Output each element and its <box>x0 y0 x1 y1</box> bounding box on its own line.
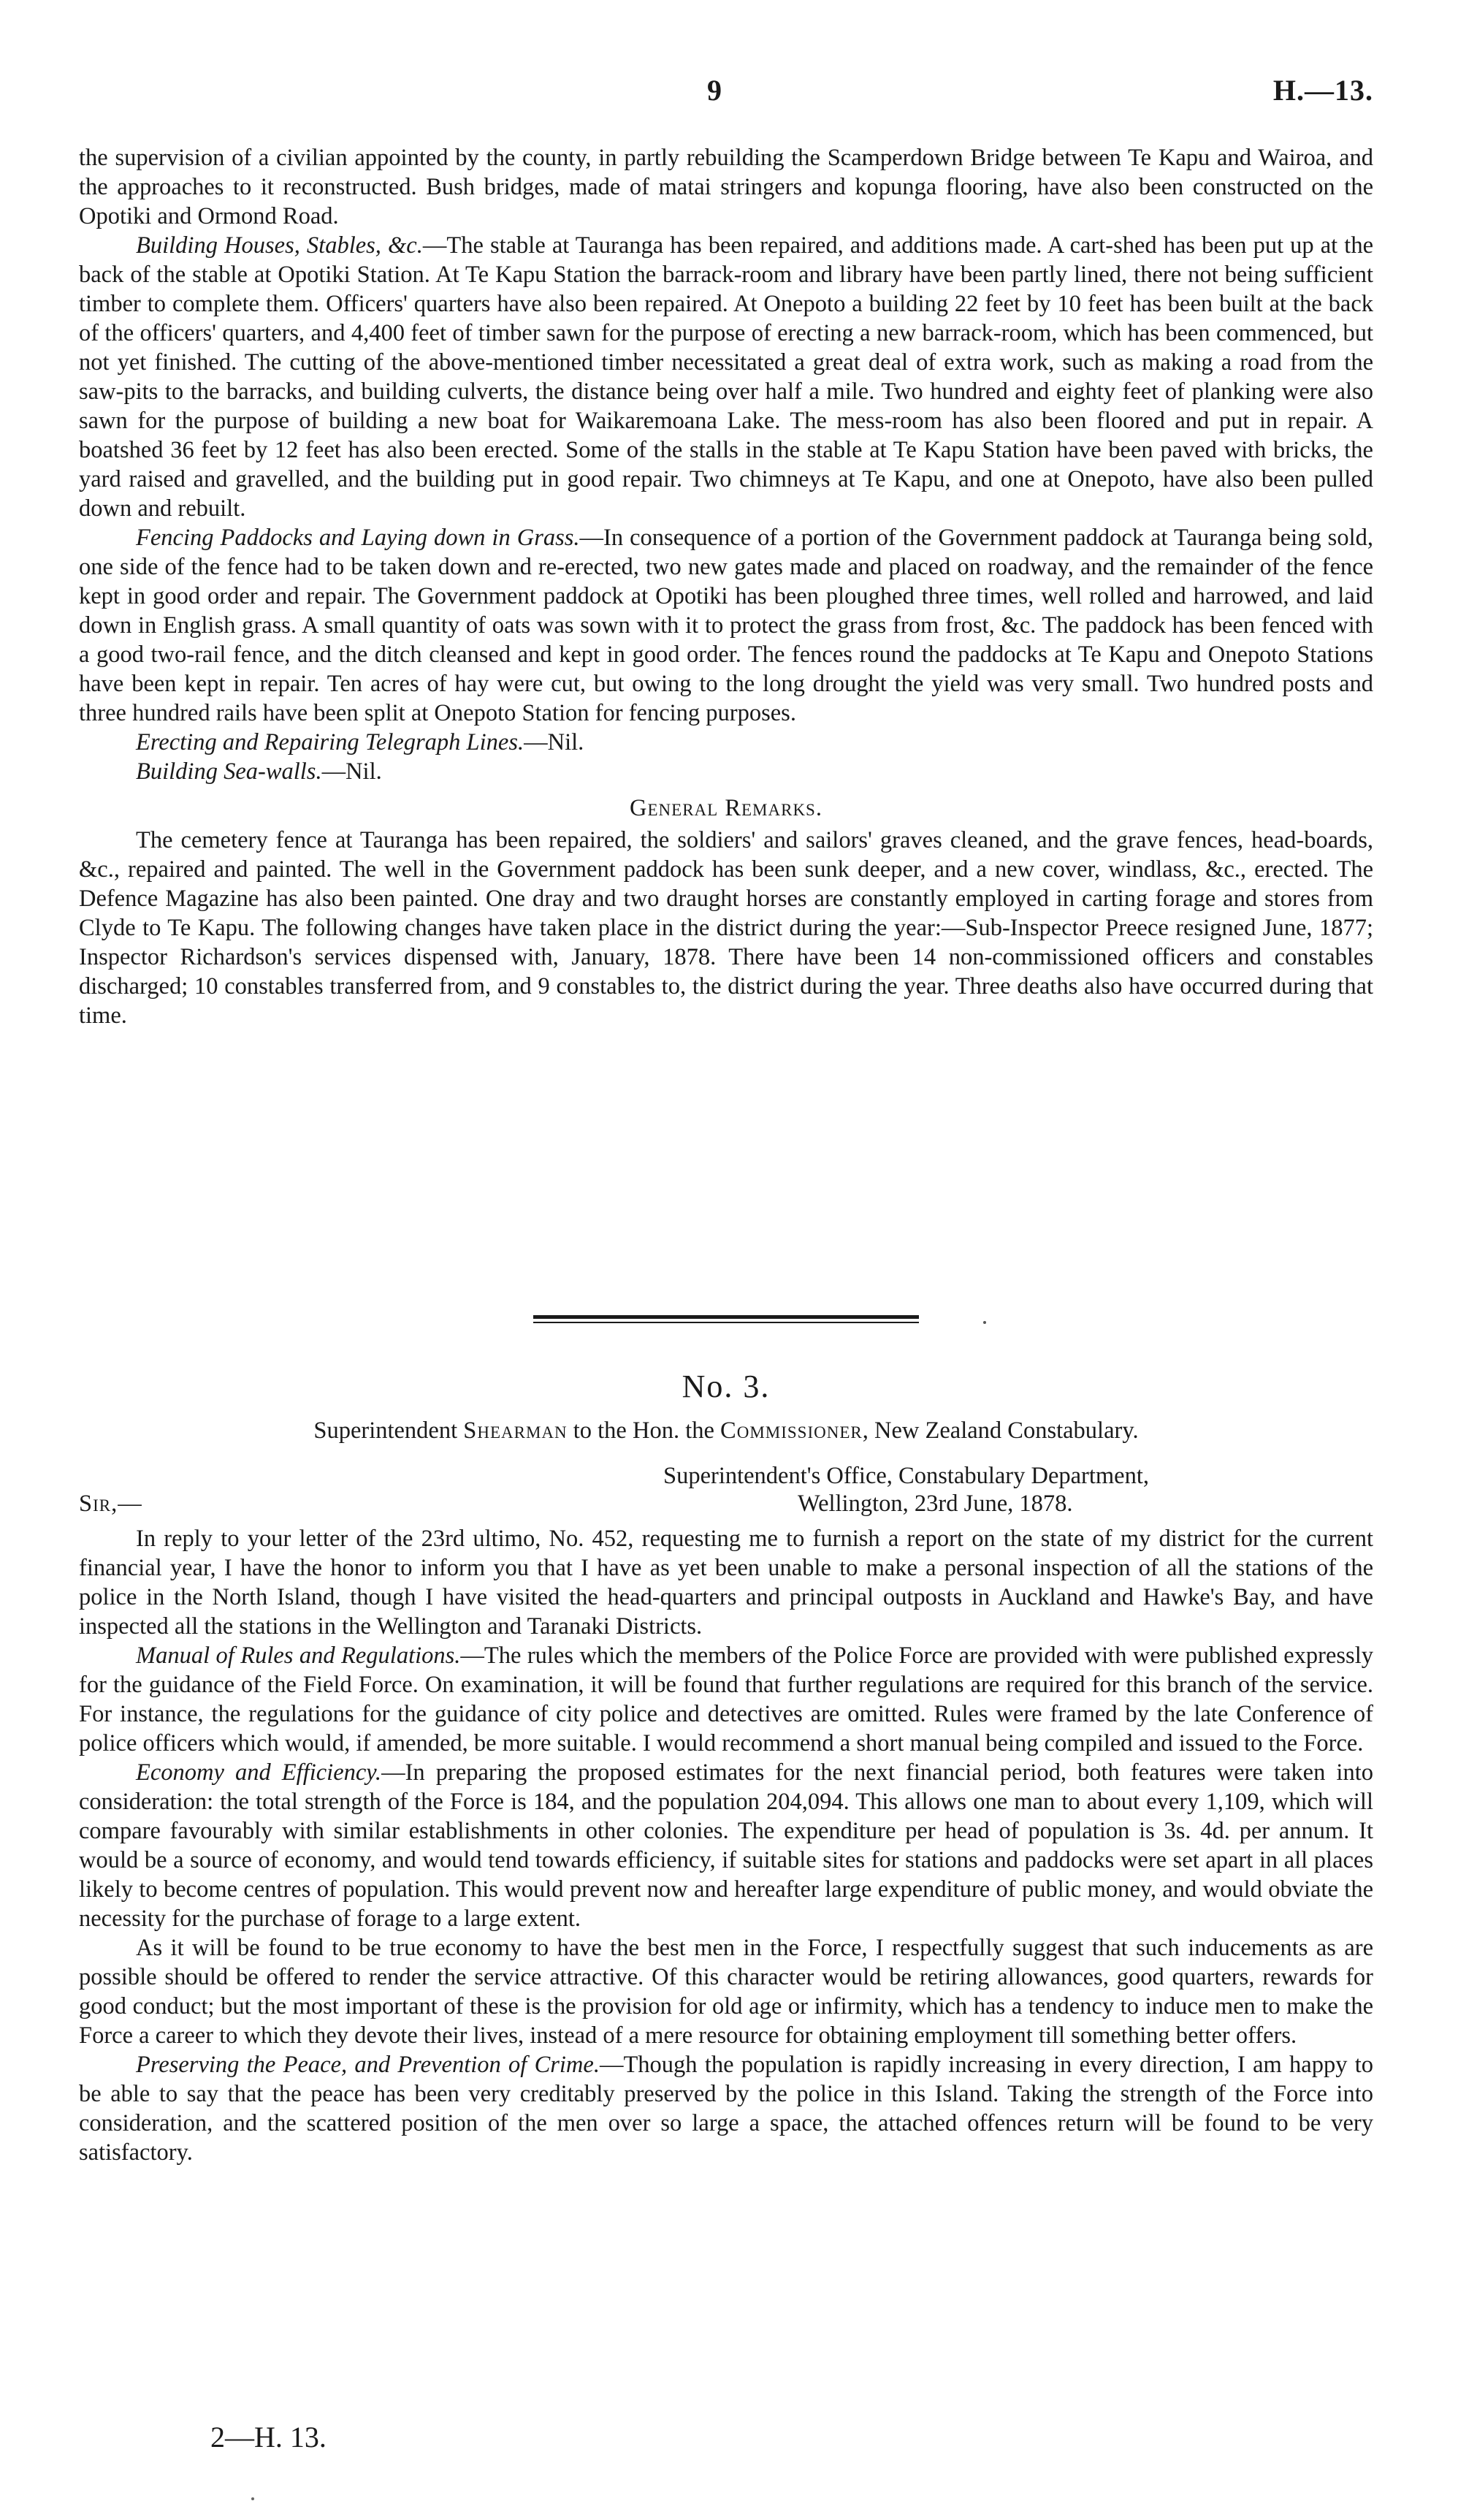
paragraph-peace <box>79 2050 1373 2167</box>
heading-building-houses: Building Houses, Stables, &c. <box>136 232 423 259</box>
text-sea-walls: —Nil. <box>321 758 382 785</box>
paragraph-bridges: the supervision of a civilian appointed by the county, in partly rebuilding the Scamperdown Bridge between Te Kapu and Wairoa, and the approaches to it reconstructed. Bush bridges, made of matai stringers and kopunga flooring, have also been constructed on the Opotiki and Ormond Road. <box>79 145 1373 229</box>
heading-manual: Manual of Rules and Regulations. <box>136 1642 461 1669</box>
addressee-post: , New Zealand Constabulary. <box>862 1417 1139 1444</box>
addressee-title: Commissioner <box>720 1417 863 1444</box>
letter-number: No. 3. <box>682 1369 771 1404</box>
paragraph-sea-walls <box>79 757 1373 786</box>
heading-telegraph: Erecting and Repairing Telegraph Lines. <box>136 729 524 755</box>
section-works <box>79 143 1373 1030</box>
paragraph-general-remarks: The cemetery fence at Tauranga has been repaired, the soldiers' and sailors' graves cleaned, and the grave fences, head-boards, &c., repaired and painted. The well in the Government paddock has been sunk deeper, and a new cover, windlass, &c., erected. The Defence Magazine has also been painted. One dray and two draught horses are constantly employed in carting forage and stores from Clyde to Te Kapu. The following changes have taken place in the district during the year:—Sub-Inspector Preece resigned June, 1877; Inspector Richardson's services dispensed with, January, 1878. There have been 14 non-commissioned officers and constables discharged; 10 constables transferred from, and 9 constables to, the district during the year. Three deaths also have occurred during that time. <box>79 827 1373 1029</box>
heading-sea-walls: Building Sea-walls. <box>136 758 322 785</box>
text-economy: —In preparing the proposed estimates for the next financial period, both features were taken into consideration: the total strength of the Force is 184, and the population 204,094. This allows one man to about every 1,109, which will compare favourably with similar establishments in other colonies. The expenditure per head of population is 3s. 4d. per annum. It would be a source of economy, and would tend towards efficiency, if suitable sites for stations and paddocks were set apart in all places likely to become centres of population. This would prevent now and hereafter large expenditure of public money, and would obviate the necessity for the purchase of forage to a large extent. <box>79 1759 1373 1932</box>
divider-thin-line <box>533 1322 919 1323</box>
heading-peace: Preserving the Peace, and Prevention of Crime. <box>136 2052 600 2078</box>
heading-fencing: Fencing Paddocks and Laying down in Grass. <box>136 525 580 551</box>
paragraph-telegraph <box>79 728 1373 757</box>
page-number: 9 <box>707 74 722 107</box>
paragraph-economy <box>79 1758 1373 1933</box>
printing-speck-bottom <box>251 2497 254 2500</box>
text-manual: —The rules which the members of the Police Force are provided with were published expressly for the guidance of the Field Force. On examination, it will be found that further regulations are required for this branch of the service. For instance, the regulations for the guidance of city police and detectives are omitted. Rules were framed by the late Conference of police officers which would, if amended, be more suitable. I would recommend a short manual being compiled and issued to the Force. <box>79 1642 1373 1756</box>
addressee-pre: Superintendent <box>313 1417 464 1444</box>
addressee-mid: to the Hon. the <box>567 1417 721 1444</box>
paragraph-fencing <box>79 523 1373 728</box>
letter-body <box>79 1524 1373 2167</box>
paragraph-inducements: As it will be found to be true economy to have the best men in the Force, I respectfully suggest that such inducements as are possible should be offered to render the service attractive. Of this character would be retiring allowances, good quarters, rewards for good conduct; but the most important of these is the provision for old age or infirmity, which has a tendency to induce men to make the Force a career to which they devote their lives, instead of a mere resource for obtaining employment till something better offers. <box>79 1935 1373 2049</box>
paragraph-reply: In reply to your letter of the 23rd ultimo, No. 452, requesting me to furnish a report on the state of my district for the current financial year, I have the honor to inform you that I have as yet been unable to make a personal inspection of all the stations of the police in the North Island, though I have visited the head-quarters and principal outposts in Auckland and Hawke's Bay, and have inspected all the stations in the Wellington and Taranaki Districts. <box>79 1526 1373 1640</box>
paragraph-manual <box>79 1641 1373 1758</box>
letter-salutation-row <box>79 1491 1373 1520</box>
office-date: Wellington, 23rd June, 1878. <box>798 1491 1073 1517</box>
heading-economy: Economy and Efficiency. <box>136 1759 382 1786</box>
section-divider <box>533 1315 919 1323</box>
text-fencing: —In consequence of a portion of the Government paddock at Tauranga being sold, one side of the fence had to be taken down and re-erected, two new gates made and placed on roadway, and the remainder of the fence kept in good order and repair. The Government paddock at Opotiki has been ploughed three times, well rolled and harrowed, and laid down in English grass. A small quantity of oats was sown with it to protect the grass from frost, &c. The paddock has been fenced with a good two-rail fence, and the ditch cleansed and kept in good order. The fences round the paddocks at Te Kapu and Onepoto Stations have been kept in repair. Ten acres of hay were cut, but owing to the long drought the yield was very small. Two hundred posts and three hundred rails have been split at Onepoto Station for fencing purposes. <box>79 525 1373 726</box>
printing-speck <box>983 1321 986 1324</box>
letter-addressee <box>79 1417 1373 1444</box>
heading-general-remarks: General Remarks. <box>630 795 822 821</box>
divider-thick-line <box>533 1315 919 1319</box>
signature-code: 2—H. 13. <box>210 2421 327 2454</box>
office-address: Superintendent's Office, Constabulary Department, <box>663 1463 1150 1489</box>
addressee-name: Shearman <box>463 1417 568 1444</box>
text-telegraph: —Nil. <box>524 729 584 755</box>
salutation: Sir,— <box>79 1491 142 1517</box>
document-code: H.—13. <box>1272 74 1373 107</box>
text-building-houses: —The stable at Tauranga has been repaired, and additions made. A cart-shed has been put up at the back of the stable at Opotiki Station. At Te Kapu Station the barrack-room and library have been partly lined, there not being sufficient timber to complete them. Officers' quarters have also been repaired. At Onepoto a building 22 feet by 10 feet has been built at the back of the officers' quarters, and 4,400 feet of timber sawn for the purpose of erecting a new barrack-room, which has been commenced, but not yet finished. The cutting of the above-mentioned timber necessitated a great deal of extra work, such as making a road from the saw-pits to the barracks, and building culverts, the distance being over half a mile. Two hundred and eighty feet of planking were also sawn for the purpose of building a new boat for Waikaremoana Lake. The mess-room has also been floored and put in repair. A boatshed 36 feet by 12 feet has also been erected. Some of the stalls in the stable at Te Kapu Station have been paved with bricks, the yard raised and gravelled, and the building put in good repair. Two chimneys at Te Kapu, and one at Onepoto, have also been pulled down and rebuilt. <box>79 232 1374 522</box>
text-peace: —Though the population is rapidly increasing in every direction, I am happy to be able to say that the peace has been very creditably preserved by the police in this Island. Taking the strength of the Force into consideration, and the scattered position of the men over so large a space, the attached offences return will be found to be very satisfactory. <box>79 2052 1373 2166</box>
page-header <box>79 73 1373 117</box>
paragraph-building-houses <box>79 231 1373 523</box>
